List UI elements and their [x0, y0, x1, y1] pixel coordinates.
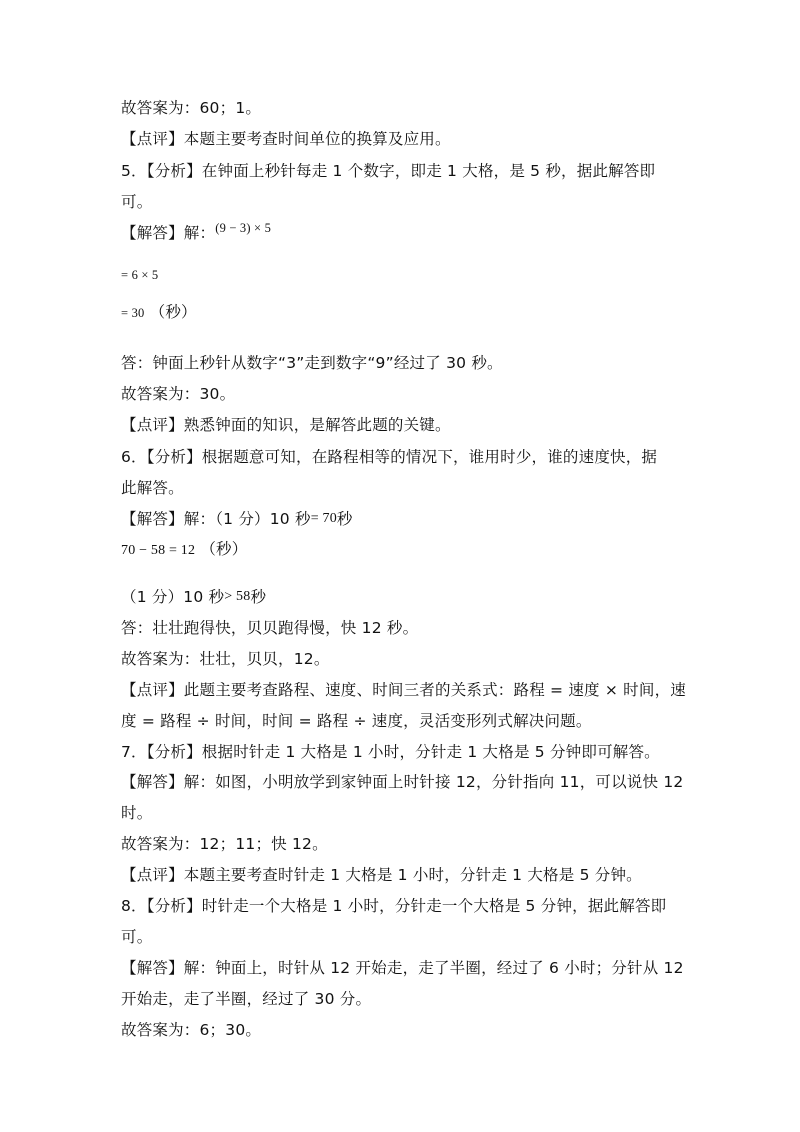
solution-line: 【解答】解：如图，小明放学到家钟面上时针接 12，分针指向 11，可以说快 12 [121, 773, 684, 791]
unit-text: 秒 [250, 588, 267, 606]
math-expression: = 30 [121, 306, 145, 320]
solution-label: 【解答】解： [121, 224, 216, 242]
analysis-line: 5．【分析】在钟面上秒针每走 1 个数字，即走 1 大格，是 5 秒，据此解答即 [121, 162, 656, 180]
comment-line: 【点评】此题主要考查路程、速度、时间三者的关系式：路程 = 速度 × 时间，速 [121, 681, 686, 699]
math-expression: 70 − 58 = 12 [121, 543, 196, 558]
answer-line: 故答案为：30。 [121, 385, 236, 403]
analysis-line: 7．【分析】根据时针走 1 大格是 1 小时，分针走 1 大格是 5 分钟即可解答。 [121, 743, 660, 761]
math-line [121, 539, 247, 561]
analysis-line-cont: 此解答。 [121, 479, 184, 497]
unit-text: （秒） [149, 303, 197, 321]
math-line [121, 264, 158, 285]
comment-line: 【点评】本题主要考查时针走 1 大格是 1 小时，分针走 1 大格是 5 分钟。 [121, 866, 642, 884]
solution-line-cont: 时。 [121, 804, 153, 822]
answer-sentence: 答：壮壮跑得快，贝贝跑得慢，快 12 秒。 [121, 619, 419, 637]
answer-line: 故答案为：6；30。 [121, 1021, 262, 1039]
solution-line [121, 223, 271, 244]
solution-line: 【解答】解：钟面上，时针从 12 开始走，走了半圈，经过了 6 小时；分针从 12 [121, 959, 684, 977]
comparison-line [121, 587, 266, 609]
analysis-line-cont: 可。 [121, 193, 153, 211]
math-expression: = 70 [310, 511, 337, 526]
comment-line-cont: 度 = 路程 ÷ 时间，时间 = 路程 ÷ 速度，灵活变形列式解决问题。 [121, 712, 592, 730]
analysis-line: 6．【分析】根据题意可知，在路程相等的情况下，谁用时少，谁的速度快，据 [121, 448, 658, 466]
answer-line: 故答案为：12；11；快 12。 [121, 835, 328, 853]
math-expression: = 6 × 5 [121, 268, 159, 282]
solution-line-cont: 开始走，走了半圈，经过了 30 分。 [121, 990, 372, 1008]
unit-text: （秒） [200, 540, 248, 558]
math-expression: (9 − 3) × 5 [215, 221, 272, 235]
solution-line [121, 509, 353, 531]
analysis-line-cont: 可。 [121, 928, 153, 946]
analysis-line: 8．【分析】时针走一个大格是 1 小时，分针走一个大格是 5 分钟，据此解答即 [121, 897, 667, 915]
comment-line: 【点评】本题主要考查时间单位的换算及应用。 [121, 130, 451, 148]
unit-text: 秒 [336, 510, 353, 528]
math-line [121, 302, 197, 323]
comment-line: 【点评】熟悉钟面的知识，是解答此题的关键。 [121, 416, 451, 434]
solution-label: 【解答】解：（1 分）10 秒 [121, 510, 311, 528]
math-expression: > 58 [224, 589, 251, 604]
answer-line: 故答案为：60；1。 [121, 99, 262, 117]
answer-sentence: 答：钟面上秒针从数字“3”走到数字“9”经过了 30 秒。 [121, 354, 503, 372]
comparison-label: （1 分）10 秒 [121, 588, 225, 606]
answer-line: 故答案为：壮壮，贝贝，12。 [121, 650, 330, 668]
